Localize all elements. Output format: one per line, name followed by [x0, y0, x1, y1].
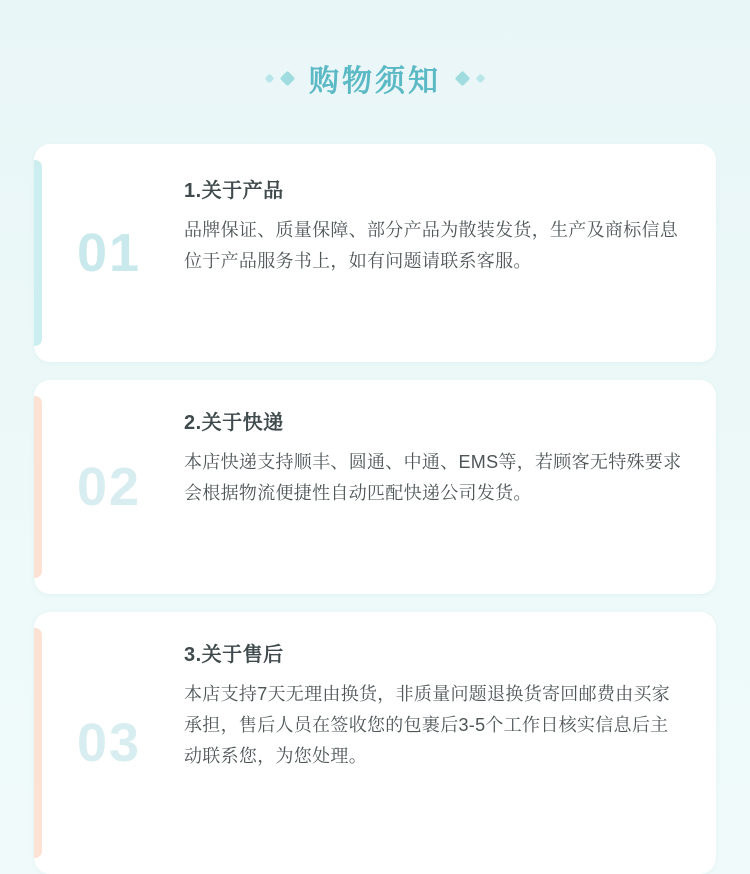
page-title: 购物须知	[309, 65, 441, 99]
notice-card-shipping	[34, 380, 716, 594]
card-title: 3.关于售后	[184, 644, 284, 667]
card-accent-bar	[34, 396, 42, 578]
notice-card-product	[34, 144, 716, 362]
left-diamond-ornament	[266, 73, 293, 84]
diamond-icon	[455, 70, 471, 86]
card-title: 2.关于快递	[184, 412, 284, 435]
right-diamond-ornament	[457, 73, 484, 84]
card-title: 1.关于产品	[184, 180, 284, 203]
card-text: 本店快递支持顺丰、圆通、中通、EMS等，若顾客无特殊要求会根据物流便捷性自动匹配快递公司发货。	[184, 452, 682, 504]
card-text: 品牌保证、质量保障、部分产品为散装发货，生产及商标信息位于产品服务书上，如有问题请联系客服。	[184, 220, 679, 272]
card-number: 03	[76, 713, 142, 774]
diamond-icon	[476, 73, 486, 83]
diamond-icon	[280, 70, 296, 86]
notice-card-after-sales	[34, 612, 716, 874]
card-body	[184, 612, 716, 874]
notice-card-list	[0, 130, 750, 874]
card-accent-bar	[34, 628, 42, 858]
card-text: 本店支持7天无理由换货，非质量问题退换货寄回邮费由买家承担，售后人员在签收您的包裹后3-5个工作日核实信息后主动联系您，为您处理。	[184, 684, 671, 767]
card-number: 01	[76, 223, 142, 284]
diamond-icon	[265, 73, 275, 83]
card-accent-bar	[34, 160, 42, 346]
page-header	[0, 0, 750, 130]
card-body	[184, 144, 716, 362]
card-body	[184, 380, 716, 594]
card-number: 02	[76, 457, 142, 518]
